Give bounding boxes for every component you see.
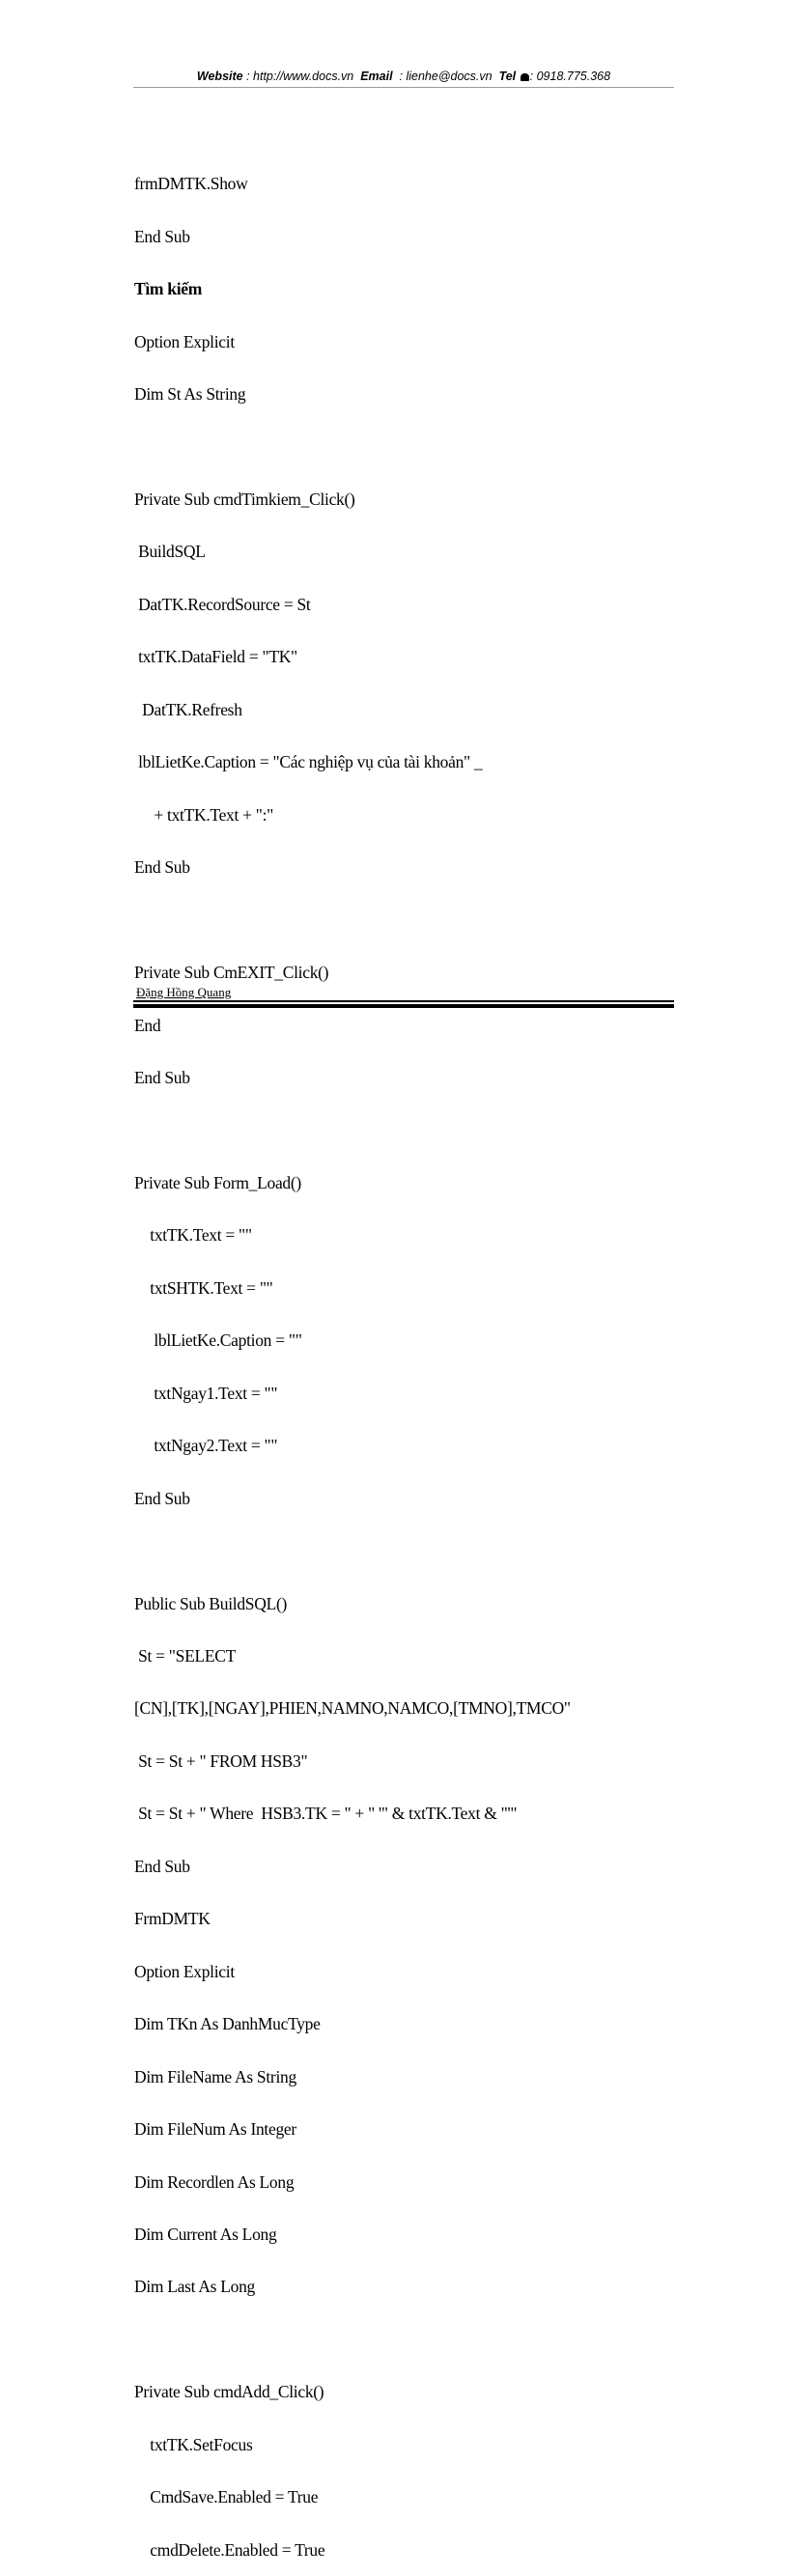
code-line: + txtTK.Text + ":" xyxy=(134,804,274,825)
code-line: cmdDelete.Enabled = True xyxy=(134,2539,325,2560)
blank-line xyxy=(134,1542,675,1559)
code-line: End Sub xyxy=(134,1068,190,1088)
email-value: : lienhe@docs.vn xyxy=(399,70,492,83)
code-line: Dim FileNum As Integer xyxy=(134,2119,296,2140)
blank-line xyxy=(134,2331,675,2348)
code-line: FrmDMTK xyxy=(134,1909,211,1929)
code-line: St = St + " Where HSB3.TK = " + " '" & txtTK.Text & "'" xyxy=(134,1804,518,1824)
email-label: Email xyxy=(360,70,393,83)
blank-line xyxy=(134,911,675,929)
code-line: St = "SELECT xyxy=(134,1646,236,1666)
code-listing xyxy=(134,140,675,2576)
footer-rule-thin xyxy=(133,1000,674,1002)
code-line: Option Explicit xyxy=(134,331,235,351)
code-line: End Sub xyxy=(134,226,190,246)
website-value: : http://www.docs.vn xyxy=(246,70,354,83)
code-line: DatTK.RecordSource = St xyxy=(134,594,311,614)
code-line: St = St + " FROM HSB3" xyxy=(134,1750,308,1771)
code-line: End Sub xyxy=(134,1856,190,1876)
code-line: lblLietKe.Caption = "Các nghiệp vụ của tài khoản" _ xyxy=(134,752,483,772)
code-line: txtSHTK.Text = "" xyxy=(134,1277,273,1298)
code-line: End xyxy=(134,1015,161,1035)
code-line: Public Sub BuildSQL() xyxy=(134,1593,288,1613)
code-line: Private Sub cmdTimkiem_Click() xyxy=(134,490,355,510)
code-line: Private Sub Form_Load() xyxy=(134,1172,301,1192)
code-line: frmDMTK.Show xyxy=(134,174,248,194)
telephone-icon xyxy=(521,73,529,81)
blank-line xyxy=(134,438,675,456)
code-line: Private Sub CmEXIT_Click() xyxy=(134,963,329,983)
code-line: End Sub xyxy=(134,1488,190,1508)
code-line: DatTK.Refresh xyxy=(134,699,242,719)
footer-author: Đặng Hồng Quang xyxy=(136,985,232,999)
code-line: Dim Current As Long xyxy=(134,2224,277,2244)
code-line: Option Explicit xyxy=(134,1961,235,1981)
code-line: txtTK.DataField = "TK" xyxy=(134,647,297,667)
code-line: txtNgay2.Text = "" xyxy=(134,1436,278,1456)
page-header xyxy=(133,68,674,88)
code-line: Dim Recordlen As Long xyxy=(134,2171,295,2192)
website-label: Website xyxy=(196,70,243,83)
section-heading: Tìm kiếm xyxy=(134,279,203,299)
blank-line xyxy=(134,1121,675,1138)
code-line: Private Sub cmdAdd_Click() xyxy=(134,2382,324,2402)
code-line: txtNgay1.Text = "" xyxy=(134,1383,278,1403)
code-line: Dim St As String xyxy=(134,384,246,405)
code-line: txtTK.Text = "" xyxy=(134,1225,252,1246)
tel-value: : 0918.775.368 xyxy=(529,70,611,83)
code-line: [CN],[TK],[NGAY],PHIEN,NAMNO,NAMCO,[TMNO],TMCO" xyxy=(134,1698,571,1719)
tel-label: Tel xyxy=(498,70,517,83)
code-line: Dim TKn As DanhMucType xyxy=(134,2014,321,2034)
code-line: Dim FileName As String xyxy=(134,2066,296,2086)
code-line: Dim Last As Long xyxy=(134,2277,255,2297)
code-line: txtTK.SetFocus xyxy=(134,2434,253,2454)
footer-rule-thick xyxy=(133,1004,674,1008)
code-line: BuildSQL xyxy=(134,542,206,562)
code-line: CmdSave.Enabled = True xyxy=(134,2487,319,2507)
page-footer xyxy=(133,985,674,1008)
code-line: lblLietKe.Caption = "" xyxy=(134,1330,302,1351)
code-line: End Sub xyxy=(134,857,190,878)
